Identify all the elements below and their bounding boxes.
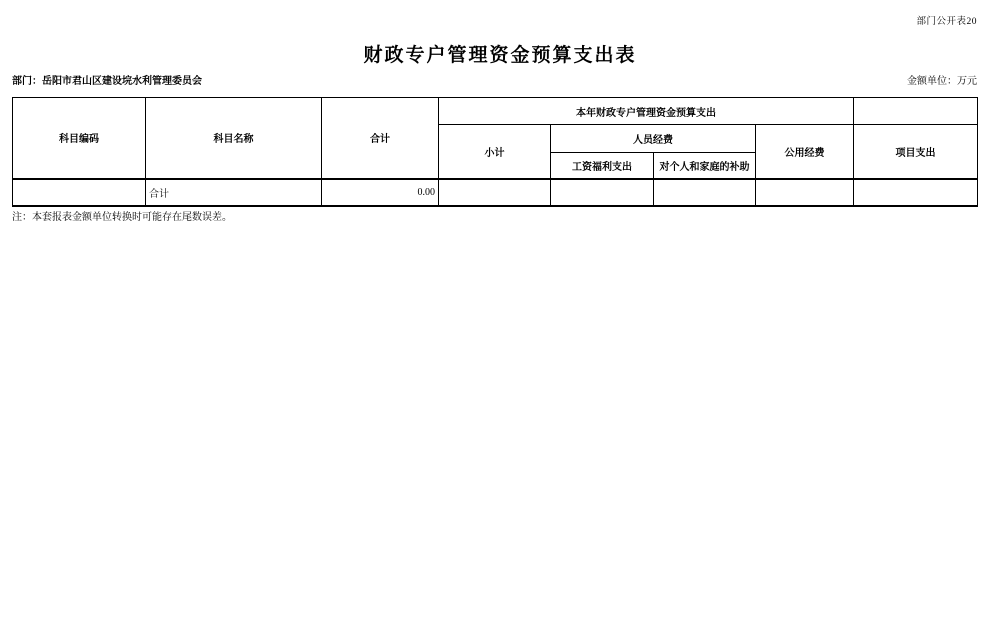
header-personnel-group: 人员经费 (551, 125, 756, 153)
page-title: 财政专户管理资金预算支出表 (363, 45, 637, 66)
department-label: 部门：岳阳市君山区建设垸水利管理委员会 (12, 76, 202, 87)
cell-family-subsidy (654, 179, 756, 206)
table-body (13, 179, 978, 206)
header-public-expense: 公用经费 (756, 125, 854, 179)
meta-row (12, 72, 977, 87)
cell-subject-code (13, 179, 146, 206)
header-total: 合计 (322, 98, 439, 179)
table-header (13, 98, 978, 179)
header-subject-name: 科目名称 (146, 98, 322, 179)
cell-public-expense (756, 179, 854, 206)
cell-total: 0.00 (322, 179, 439, 206)
budget-expenditure-table (12, 97, 978, 207)
header-current-year-group: 本年财政专户管理资金预算支出 (439, 98, 854, 125)
footnote: 注：本套报表金额单位转换时可能存在尾数误差。 (12, 212, 232, 223)
header-subject-code: 科目编码 (13, 98, 146, 179)
table-row-total (13, 179, 978, 206)
cell-wage-welfare (551, 179, 654, 206)
header-subtotal: 小计 (439, 125, 551, 179)
header-wage-welfare: 工资福利支出 (551, 153, 654, 179)
cell-subject-name: 合计 (146, 179, 322, 206)
header-family-subsidy: 对个人和家庭的补助 (654, 153, 756, 179)
amount-unit-label: 金额单位：万元 (907, 76, 977, 87)
header-project-expense: 项目支出 (854, 125, 978, 179)
header-empty-cell (854, 98, 978, 125)
cell-subtotal (439, 179, 551, 206)
cell-project-expense (854, 179, 978, 206)
form-number-label: 部门公开表20 (916, 17, 977, 27)
